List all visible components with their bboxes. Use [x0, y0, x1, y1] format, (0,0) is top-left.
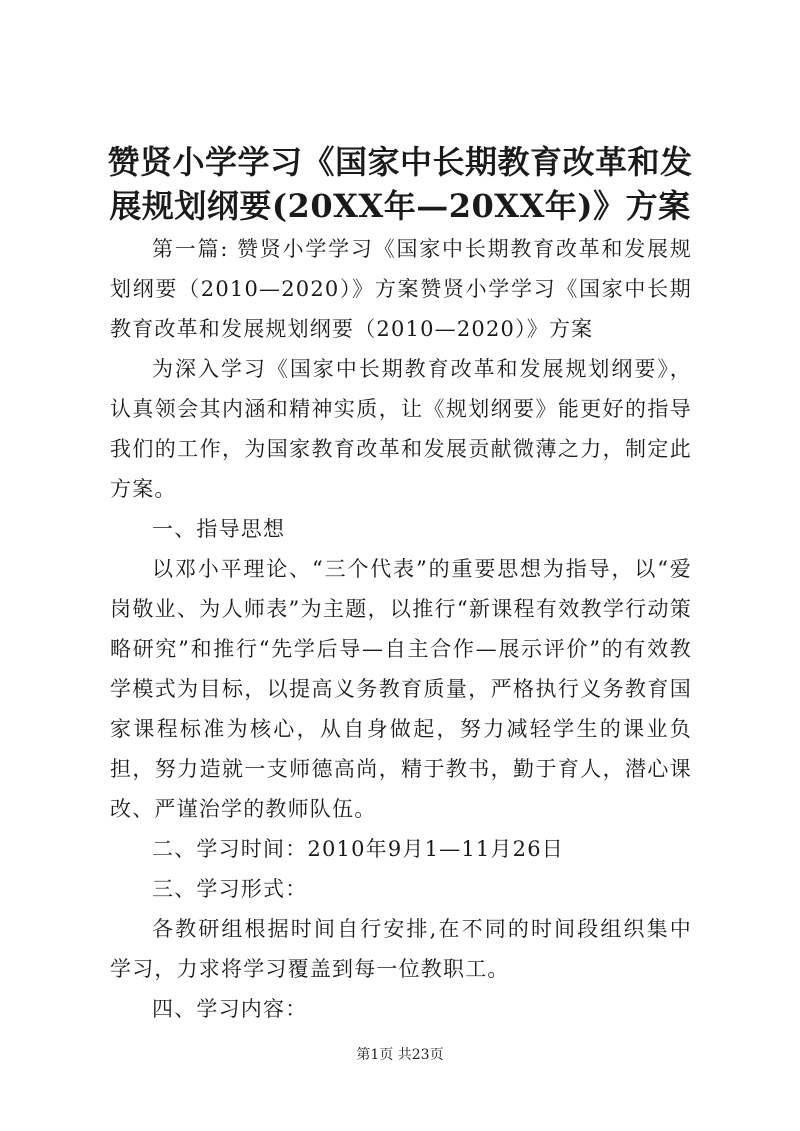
paragraph-study-form: 各教研组根据时间自行安排,在不同的时间段组织集中学习，力求将学习覆盖到每一位教职工。 — [110, 917, 692, 981]
paragraph-guiding-ideology: 以邓小平理论、“三个代表”的重要思想为指导，以“爱岗敬业、为人师表”为主题，以推行“新课程有效教学行动策略研究”和推行“先学后导—自主合作—展示评价”的有效教学模式为目标，以提高义务教育质量，严格执行义务教育国家课程标准为核心，从自身做起，努力减轻学生的课业负担，努力造就一支师德高尚，精于教书，勤于育人，潜心课改、严谨治学的教师队伍。 — [110, 557, 692, 821]
paragraph-first-article-heading: 第一篇: 赞贤小学学习《国家中长期教育改革和发展规划纲要（2010—2020）》方案赞贤小学学习《国家中长期教育改革和发展规划纲要（2010—2020）》方案 — [110, 237, 692, 341]
paragraph-intro: 为深入学习《国家中长期教育改革和发展规划纲要》，认真领会其内涵和精神实质，让《规划纲要》能更好的指导我们的工作，为国家教育改革和发展贡献微薄之力，制定此方案。 — [110, 357, 692, 501]
document-body — [110, 229, 692, 1029]
document-title: 赞贤小学学习《国家中长期教育改革和发展规划纲要(20XX年—20XX年)》方案 — [107, 143, 693, 225]
section-heading-guiding-ideology: 一、指导思想 — [152, 517, 286, 541]
section-heading-study-form: 三、学习形式： — [152, 877, 308, 901]
page-footer: 第1页 共23页 — [356, 1047, 444, 1063]
section-heading-study-content: 四、学习内容： — [152, 997, 308, 1021]
section-heading-study-time: 二、学习时间：2010年9月1—11月26日 — [152, 837, 565, 861]
